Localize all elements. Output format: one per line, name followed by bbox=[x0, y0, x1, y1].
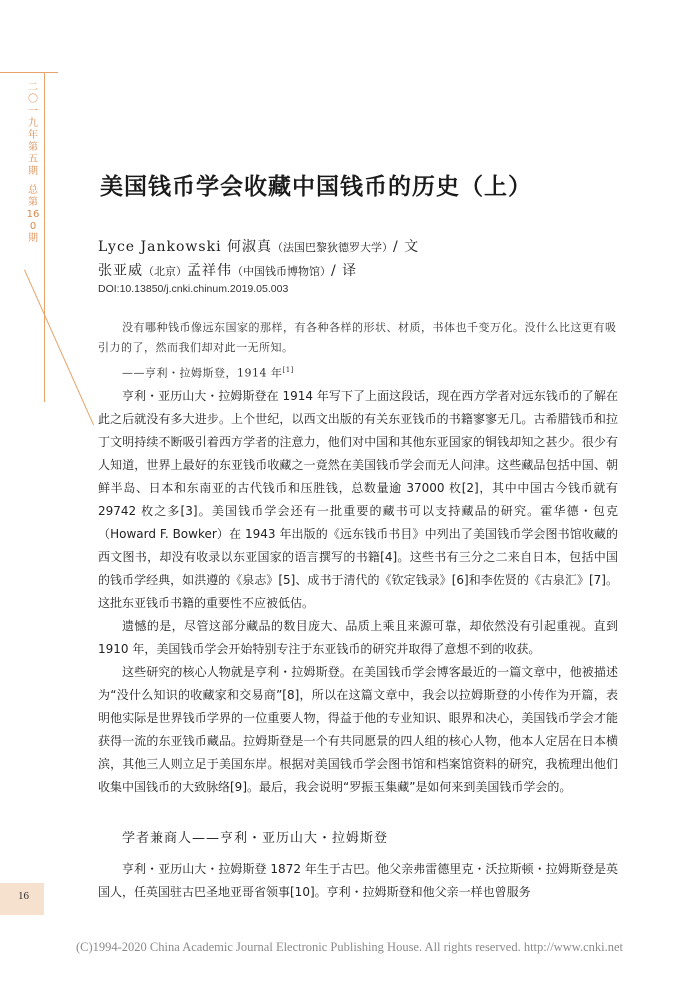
footnote-ref: [1] bbox=[282, 366, 294, 374]
page-number: 16 bbox=[18, 890, 29, 902]
margin-vertical-rule bbox=[44, 72, 45, 402]
margin-top-rule bbox=[0, 72, 58, 73]
margin-diagonal-rule bbox=[24, 270, 94, 426]
body-paragraph: 遗憾的是，尽管这部分藏品的数目庞大、品质上乘且来源可靠，却依然没有引起重视。直到 1910 年，美国钱币学会开始特别专注于东亚钱币的研究并取得了意想不到的收获。 bbox=[98, 619, 618, 656]
total-issue-label: 总第160期 bbox=[26, 185, 40, 244]
section-body bbox=[98, 858, 618, 904]
article-title: 美国钱币学会收藏中国钱币的历史（上） bbox=[100, 173, 532, 200]
body-paragraph: 这些研究的核心人物就是亨利・拉姆斯登。在美国钱币学会博客最近的一篇文章中，他被描述为“没什么知识的收藏家和交易商”[8]，所以在这篇文章中，我会以拉姆斯登的小传作为开篇，表明他实际是世界钱币学界的一位重要人物，得益于他的专业知识、眼界和决心，美国钱币学会才能获得一流的东亚钱币藏品。拉姆斯登是一个有共同愿景的四人组的核心人物，他本人定居在日本横滨，其他三人则立足于美国东岸。根据对美国钱币学会图书馆和档案馆资料的研究，我梳理出他们收集中国钱币的大致脉络[9]。最后，我会说明“罗振玉集藏”是如何来到美国钱币学会的。 bbox=[98, 665, 618, 794]
translators-line bbox=[98, 260, 357, 280]
issue-year-label: 二〇一九年第五期 bbox=[28, 82, 38, 177]
epigraph-text: 没有哪种钱币像远东国家的那样，有各种各样的形状、材质，书体也千变万化。没什么比这更有吸引力的了，然而我们却对此一无所知。 bbox=[98, 321, 617, 354]
epigraph bbox=[98, 318, 618, 384]
section-heading: 学者兼商人——亨利・亚历山大・拉姆斯登 bbox=[122, 831, 389, 846]
translator-affiliation: （北京） bbox=[143, 265, 187, 278]
author-role: / 文 bbox=[393, 239, 420, 255]
translator-affiliation: （中国钱币博物馆） bbox=[232, 265, 331, 278]
body-paragraph: 亨利・亚历山大・拉姆斯登 1872 年生于古巴。他父亲弗雷德里克・沃拉斯顿・拉姆斯登是英国人，任英国驻古巴圣地亚哥省领事[10]。亨利・拉姆斯登和他父亲一样也曾服务 bbox=[98, 862, 618, 899]
body-paragraph: 亨利・亚历山大・拉姆斯登在 1914 年写下了上面这段话，现在西方学者对远东钱币的了解在此之后就没有多大进步。上个世纪，以西文出版的有关东亚钱币的书籍寥寥无几。古希腊钱币和拉丁文明持续不断吸引着西方学者的注意力，他们对中国和其他东亚国家的铜钱却知之甚少。很少有人知道，世界上最好的东亚钱币收藏之一竟然在美国钱币学会而无人问津。这些藏品包括中国、朝鲜半岛、日本和东南亚的古代钱币和压胜钱，总数量逾 37000 枚[2]，其中中国古今钱币就有 29742 枚之多[3]。美国钱币学会还有一批重要的藏书可以支持藏品的研究。霍华德・包克（Howard F. Bowker）在 1943 年出版的《远东钱币书目》中列出了美国钱币学会图书馆收藏的西文图书，却没有收录以东亚国家的语言撰写的书籍[4]。这些书有三分之二来自日本，包括中国的钱币学经典，如洪遵的《泉志》[5]、成书于清代的《钦定钱录》[6]和李佐贤的《古泉汇》[7]。这批东亚钱币书籍的重要性不应被低估。 bbox=[98, 389, 618, 610]
copyright-footer: (C)1994-2020 China Academic Journal Electronic Publishing House. All rights reserved. http://www.cnki.net bbox=[75, 940, 623, 954]
epigraph-attribution bbox=[98, 360, 618, 384]
article-body bbox=[98, 385, 618, 799]
doi-label: DOI:10.13850/j.cnki.chinum.2019.05.003 bbox=[98, 283, 289, 295]
translator-role: / 译 bbox=[331, 263, 358, 279]
author-affiliation: （法国巴黎狄德罗大学） bbox=[272, 241, 394, 254]
translator-name: 孟祥伟 bbox=[187, 263, 232, 279]
author-names: Lyce Jankowski 何淑真 bbox=[98, 239, 273, 255]
attribution-text: ——亨利・拉姆斯登，1914 年 bbox=[122, 366, 283, 380]
translator-name: 张亚威 bbox=[98, 263, 143, 279]
authors-line bbox=[98, 236, 419, 256]
